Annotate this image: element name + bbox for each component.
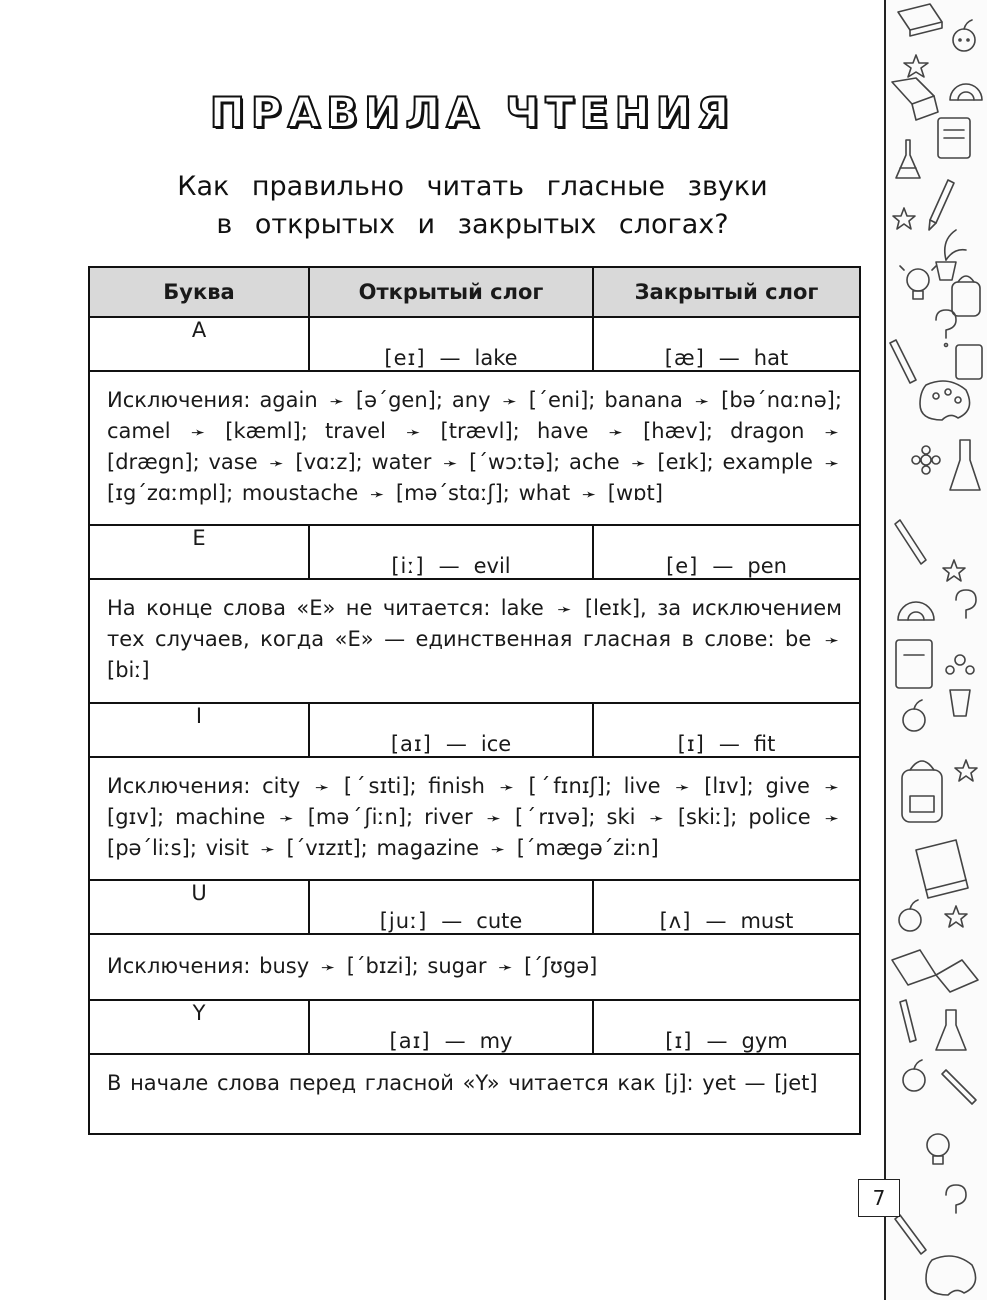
exception-transcription: [skiː]; xyxy=(677,805,738,829)
palette-icon xyxy=(920,381,970,420)
arrow-icon: ➛ xyxy=(824,454,839,474)
table-row xyxy=(89,525,860,579)
arrow-icon: ➛ xyxy=(694,392,710,412)
table-row xyxy=(89,1000,860,1054)
exception-word: city xyxy=(262,774,301,798)
open-syllable-cell xyxy=(309,880,593,934)
apple-icon xyxy=(899,900,921,931)
exception-transcription: [lɪv]; xyxy=(704,774,754,798)
book-icon xyxy=(916,840,968,898)
star-icon xyxy=(943,560,965,581)
exception-word: give xyxy=(765,774,810,798)
exception-word: example xyxy=(722,450,813,474)
question-mark-icon xyxy=(956,590,976,618)
exception-word: magazine xyxy=(376,836,480,860)
exception-word: again xyxy=(259,388,318,412)
rule-note-cell xyxy=(89,1054,860,1134)
closed-syllable-cell xyxy=(593,525,860,579)
note-text: На конце слова «Е» не читается: lake xyxy=(107,596,544,620)
sound: [aɪ] xyxy=(390,732,432,756)
dash: — xyxy=(444,1029,466,1053)
flask-icon xyxy=(896,140,920,178)
decorative-doodle-strip xyxy=(884,0,987,1300)
exception-transcription: [ˊeni]; xyxy=(528,388,596,412)
sound: [e] xyxy=(666,554,699,578)
question-mark-icon xyxy=(936,310,956,347)
palette-icon xyxy=(926,1256,976,1295)
table-row xyxy=(89,757,860,880)
backpack-icon xyxy=(952,276,980,316)
exception-transcription: [ˊfɪnɪʃ]; xyxy=(528,774,612,798)
example-word: hat xyxy=(753,346,789,370)
example-word: lake xyxy=(474,346,518,370)
flask-icon xyxy=(936,1010,966,1050)
exception-word: live xyxy=(623,774,661,798)
example-word: gym xyxy=(741,1029,788,1053)
table-row xyxy=(89,703,860,757)
book-icon xyxy=(892,950,978,992)
closed-syllable-cell xyxy=(593,317,860,371)
book-icon xyxy=(898,4,942,36)
sound: [aɪ] xyxy=(389,1029,431,1053)
exception-transcription: [ˊsɪti]; xyxy=(343,774,417,798)
lightbulb-icon xyxy=(927,1134,949,1164)
book-icon xyxy=(892,78,938,120)
letter-cell: Y xyxy=(89,1000,309,1054)
letter-cell: E xyxy=(89,525,309,579)
open-syllable-cell xyxy=(309,317,593,371)
apple-icon xyxy=(953,20,975,51)
arrow-icon: ➛ xyxy=(631,454,646,474)
exception-transcription: [ˊvɪzɪt]; xyxy=(286,836,368,860)
pencil-icon xyxy=(895,1215,926,1254)
star-icon xyxy=(945,906,967,927)
dash: — xyxy=(439,346,461,370)
table-row xyxy=(89,934,860,1000)
apple-icon xyxy=(903,1060,925,1091)
note-text: В начале слова перед гласной «Y» читается как [j]: yet — [jet] xyxy=(107,1071,818,1095)
arrow-icon: ➛ xyxy=(502,392,517,412)
table-row xyxy=(89,880,860,934)
exception-word: have xyxy=(536,419,589,443)
plant-icon xyxy=(936,230,966,280)
sound: [ɪ] xyxy=(665,1029,693,1053)
page-number: 7 xyxy=(858,1179,900,1217)
exception-transcription: [drægn]; xyxy=(107,450,200,474)
header-open-syllable: Открытый слог xyxy=(309,267,593,317)
apple-icon xyxy=(903,700,925,731)
exception-transcription: [trævl]; xyxy=(440,419,520,443)
exception-word: travel xyxy=(325,419,386,443)
flask-icon xyxy=(950,440,980,490)
exception-word: banana xyxy=(604,388,683,412)
star-icon xyxy=(904,55,928,77)
exceptions-label: Исключения: xyxy=(107,953,251,978)
protractor-icon xyxy=(898,602,934,620)
note-text: [leɪk], за исключением тех случаев, когда «Е» — единственная гласная в слове: be xyxy=(107,596,842,651)
page-title: ПРАВИЛА ЧТЕНИЯ xyxy=(209,88,736,137)
exception-transcription: [gɪv]; xyxy=(107,805,165,829)
arrow-icon: ➛ xyxy=(369,485,385,505)
dash: — xyxy=(705,909,727,933)
exception-transcription: [kæml]; xyxy=(225,419,308,443)
example-word: fit xyxy=(753,732,776,756)
arrow-icon: ➛ xyxy=(499,778,514,798)
exceptions-cell xyxy=(89,371,860,525)
arrow-icon: ➛ xyxy=(260,840,275,860)
arrow-icon: ➛ xyxy=(824,423,839,443)
exception-word: dragon xyxy=(730,419,805,443)
example-word: must xyxy=(740,909,794,933)
arrow-icon: ➛ xyxy=(824,809,840,829)
exceptions-label: Исключения: xyxy=(107,774,251,798)
dash: — xyxy=(706,1029,728,1053)
pencil-icon xyxy=(900,1000,916,1042)
note-text: [biː] xyxy=(107,658,150,682)
exception-transcription: [məˊʃiːn]; xyxy=(307,805,414,829)
exception-word: police xyxy=(748,805,811,829)
plant-icon xyxy=(946,655,974,716)
arrow-icon: ➛ xyxy=(675,778,690,798)
arrow-icon: ➛ xyxy=(490,840,506,860)
dash: — xyxy=(712,554,734,578)
example-word: pen xyxy=(747,554,787,578)
open-syllable-cell xyxy=(309,525,593,579)
exception-transcription: [əˊgen]; xyxy=(355,388,443,412)
arrow-icon: ➛ xyxy=(824,778,839,798)
exception-transcription: [ˊrɪvə]; xyxy=(514,805,596,829)
exception-word: river xyxy=(424,805,473,829)
lightbulb-icon xyxy=(900,266,936,299)
exception-transcription: [ˊbɪzi]; xyxy=(346,953,419,978)
table-row xyxy=(89,371,860,525)
notebook-icon xyxy=(938,118,970,158)
arrow-icon: ➛ xyxy=(581,485,597,505)
dash: — xyxy=(718,732,740,756)
sound: [juː] xyxy=(379,909,428,933)
letter-cell: U xyxy=(89,880,309,934)
exception-word: finish xyxy=(428,774,485,798)
exception-word: any xyxy=(451,388,491,412)
exception-word: moustache xyxy=(241,481,359,505)
exception-word: what xyxy=(518,481,571,505)
closed-syllable-cell xyxy=(593,703,860,757)
exception-word: visit xyxy=(205,836,249,860)
reading-rules-table xyxy=(88,266,861,1135)
table-row xyxy=(89,1054,860,1134)
star-icon xyxy=(955,760,977,781)
closed-syllable-cell xyxy=(593,880,860,934)
dash: — xyxy=(718,346,740,370)
sound: [iː] xyxy=(391,554,425,578)
sound: [eɪ] xyxy=(384,346,426,370)
arrow-icon: ➛ xyxy=(498,957,513,978)
table-row xyxy=(89,579,860,703)
exception-transcription: [məˊstɑːʃ]; xyxy=(395,481,510,505)
arrow-icon: ➛ xyxy=(329,392,344,412)
exception-transcription: [bəˊnɑːnə]; xyxy=(721,388,842,412)
backpack-icon xyxy=(902,761,942,822)
example-word: my xyxy=(479,1029,513,1053)
exception-transcription: [ɪgˊzɑːmpl]; xyxy=(107,481,234,505)
arrow-icon: ➛ xyxy=(279,809,294,829)
exception-transcription: [ˊmægəˊziːn] xyxy=(516,836,659,860)
exception-word: machine xyxy=(175,805,266,829)
arrow-icon: ➛ xyxy=(406,423,421,443)
arrow-icon: ➛ xyxy=(486,809,501,829)
exception-transcription: [wɒt] xyxy=(607,481,663,505)
table-header-row xyxy=(89,267,860,317)
dash: — xyxy=(445,732,467,756)
sound: [ɪ] xyxy=(677,732,705,756)
exception-word: vase xyxy=(208,450,258,474)
dash: — xyxy=(438,554,460,578)
exception-transcription: [eɪk]; xyxy=(657,450,714,474)
closed-syllable-cell xyxy=(593,1000,860,1054)
open-syllable-cell xyxy=(309,703,593,757)
arrow-icon: ➛ xyxy=(190,423,206,443)
sound: [ʌ] xyxy=(659,909,692,933)
question-mark-icon xyxy=(946,1185,966,1213)
exceptions-label: Исключения: xyxy=(107,388,251,412)
exception-word: camel xyxy=(107,419,171,443)
arrow-icon: ➛ xyxy=(824,631,839,651)
protractor-icon xyxy=(950,84,982,100)
table-row xyxy=(89,317,860,371)
exception-word: ache xyxy=(568,450,620,474)
exceptions-cell xyxy=(89,757,860,880)
pencil-icon xyxy=(890,340,916,383)
arrow-icon: ➛ xyxy=(443,454,458,474)
notebook-icon xyxy=(896,640,932,688)
sound: [æ] xyxy=(664,346,705,370)
exception-transcription: [ˊwɔːtə]; xyxy=(469,450,561,474)
letter-cell: I xyxy=(89,703,309,757)
plant-icon xyxy=(912,446,940,474)
exception-transcription: [pəˊliːs]; xyxy=(107,836,197,860)
pencil-icon xyxy=(942,1070,976,1104)
exception-word: ski xyxy=(606,805,636,829)
dash: — xyxy=(441,909,463,933)
example-word: cute xyxy=(476,909,523,933)
arrow-icon: ➛ xyxy=(320,957,336,978)
example-word: ice xyxy=(480,732,512,756)
example-word: evil xyxy=(473,554,511,578)
exceptions-cell xyxy=(89,934,860,1000)
arrow-icon: ➛ xyxy=(269,454,284,474)
exception-word: sugar xyxy=(427,953,487,978)
arrow-icon: ➛ xyxy=(608,423,623,443)
subtitle-line-2: в открытых и закрытых слогах? xyxy=(216,209,729,240)
arrow-icon: ➛ xyxy=(314,778,330,798)
header-letter: Буква xyxy=(89,267,309,317)
exception-transcription: [ˊʃʊgə] xyxy=(524,953,598,978)
header-closed-syllable: Закрытый слог xyxy=(593,267,860,317)
exception-transcription: [vɑːz]; xyxy=(295,450,363,474)
letter-cell: A xyxy=(89,317,309,371)
exception-transcription: [hæv]; xyxy=(643,419,713,443)
notebook-icon xyxy=(956,345,982,379)
open-syllable-cell xyxy=(309,1000,593,1054)
exception-word: water xyxy=(371,450,432,474)
arrow-icon: ➛ xyxy=(557,600,572,620)
page-subtitle xyxy=(0,168,945,244)
pencil-icon xyxy=(895,520,926,564)
star-icon xyxy=(893,208,915,229)
subtitle-line-1: Как правильно читать гласные звуки xyxy=(177,171,768,202)
rule-note-cell xyxy=(89,579,860,703)
exception-word: busy xyxy=(259,953,310,978)
arrow-icon: ➛ xyxy=(649,809,664,829)
pencil-icon xyxy=(929,180,954,230)
